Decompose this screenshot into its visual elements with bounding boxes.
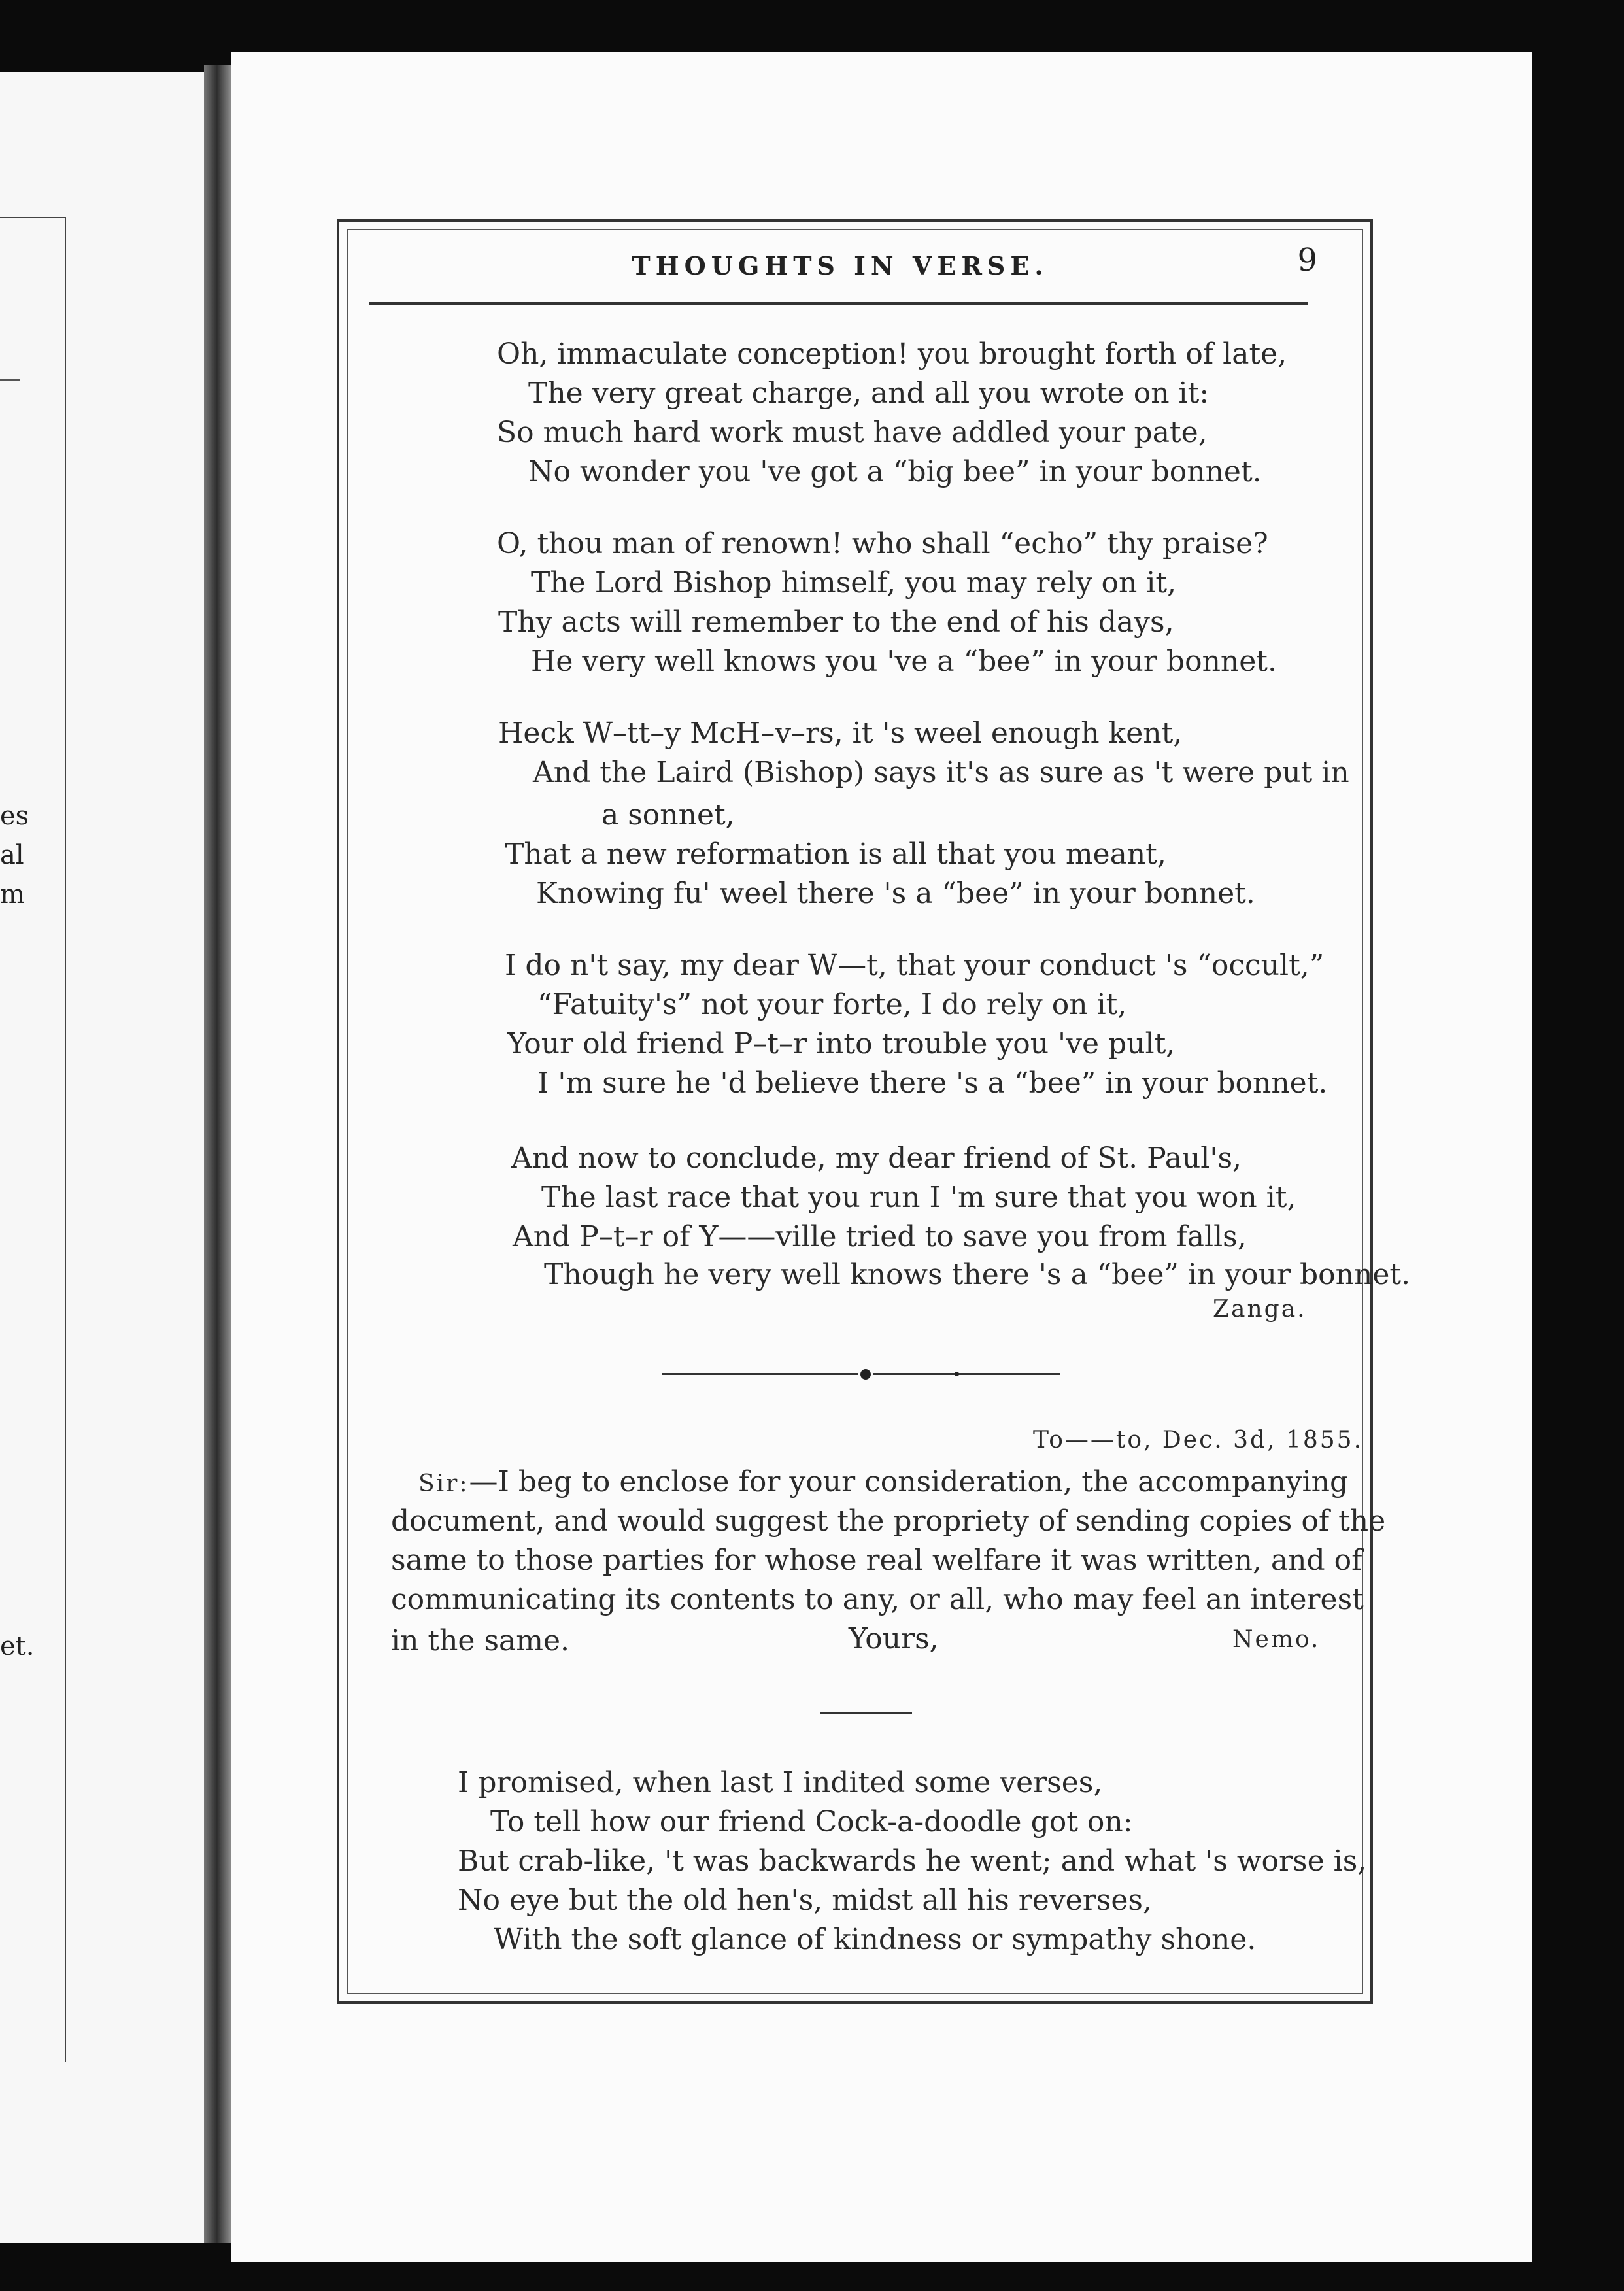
letter-line: communicating its contents to any, or all, who may feel an interest: [391, 1583, 1364, 1616]
verse-line: To tell how our friend Cock-a-doodle got on:: [490, 1805, 1133, 1839]
ornament-dot: [860, 1369, 871, 1380]
verse-line: a sonnet,: [601, 798, 735, 832]
verse-line: Oh, immaculate conception! you brought forth of late,: [497, 337, 1287, 371]
verse-line: The Lord Bishop himself, you may rely on it,: [531, 566, 1177, 600]
verse-line: No eye but the old hen's, midst all his reverses,: [458, 1884, 1152, 1917]
letter-line: document, and would suggest the propriety of sending copies of the: [391, 1504, 1386, 1538]
letter-first-line: [418, 1465, 1349, 1499]
letter-line: same to those parties for whose real welfare it was written, and of: [391, 1544, 1362, 1577]
verse-line: The very great charge, and all you wrote on it:: [528, 377, 1210, 410]
page-header: [366, 242, 1317, 288]
verse-line: No wonder you 've got a “big bee” in your bonnet.: [528, 455, 1262, 488]
verse-line: “Fatuity's” not your forte, I do rely on it,: [537, 988, 1127, 1021]
facing-page: [0, 72, 206, 2243]
letter-line: in the same.: [391, 1624, 570, 1657]
verse-line: That a new reformation is all that you meant,: [505, 838, 1166, 871]
header-rule: [369, 302, 1308, 305]
book-gutter: [204, 65, 233, 2243]
verse-line: The last race that you run I 'm sure that you won it,: [541, 1181, 1296, 1214]
facing-page-fragment: m: [0, 879, 25, 909]
verse-line: Thy acts will remember to the end of his days,: [498, 605, 1174, 639]
facing-page-rule: [0, 379, 20, 381]
verse-line: O, thou man of renown! who shall “echo” thy praise?: [497, 527, 1268, 560]
verse-line: I do n't say, my dear W—t, that your conduct 's “occult,”: [505, 949, 1325, 982]
running-title: THOUGHTS IN VERSE.: [632, 251, 1049, 280]
letter-line: —I beg to enclose for your consideration, the accompanying: [469, 1465, 1349, 1499]
ornament-rule-right: [873, 1373, 1060, 1375]
verse-line: I 'm sure he 'd believe there 's a “bee” in your bonnet.: [537, 1066, 1328, 1100]
verse-line: And now to conclude, my dear friend of St. Paul's,: [511, 1142, 1242, 1175]
verse-line: Though he very well knows there 's a “bee” in your bonnet.: [544, 1258, 1411, 1291]
verse-line: Heck W–tt–y McH–v–rs, it 's weel enough kent,: [498, 717, 1183, 750]
salutation: Sir:: [418, 1470, 469, 1497]
facing-page-fragment: et.: [0, 1631, 35, 1661]
facing-page-fragment: al: [0, 840, 24, 870]
page-border-inner: [347, 229, 1363, 1994]
verse-line: So much hard work must have addled your pate,: [497, 416, 1208, 449]
letter-closing: Yours,: [849, 1622, 939, 1655]
verse-line: And P–t–r of Y——ville tried to save you from falls,: [513, 1220, 1247, 1253]
verse-line: With the soft glance of kindness or sympathy shone.: [494, 1923, 1257, 1956]
verse-line: But crab-like, 't was backwards he went; and what 's worse is,: [458, 1844, 1367, 1878]
letter-signature: Nemo.: [1232, 1626, 1321, 1653]
verse-line: I promised, when last I indited some verses,: [458, 1766, 1103, 1799]
facing-page-frame: [0, 216, 67, 2063]
dateline: To——to, Dec. 3d, 1855.: [1033, 1427, 1364, 1453]
poem-signature: Zanga.: [1213, 1296, 1307, 1323]
ornament-rule-left: [662, 1373, 858, 1375]
verse-line: Knowing fu' weel there 's a “bee” in your bonnet.: [536, 877, 1255, 910]
facing-page-fragment: es: [0, 801, 29, 831]
section-rule: [820, 1712, 912, 1714]
verse-line: And the Laird (Bishop) says it's as sure as 't were put in: [533, 756, 1349, 789]
page-number: 9: [1297, 242, 1317, 279]
verse-line: Your old friend P–t–r into trouble you 've pult,: [507, 1027, 1176, 1061]
ornament-dot-small: [955, 1372, 959, 1376]
verse-line: He very well knows you 've a “bee” in your bonnet.: [531, 645, 1277, 678]
